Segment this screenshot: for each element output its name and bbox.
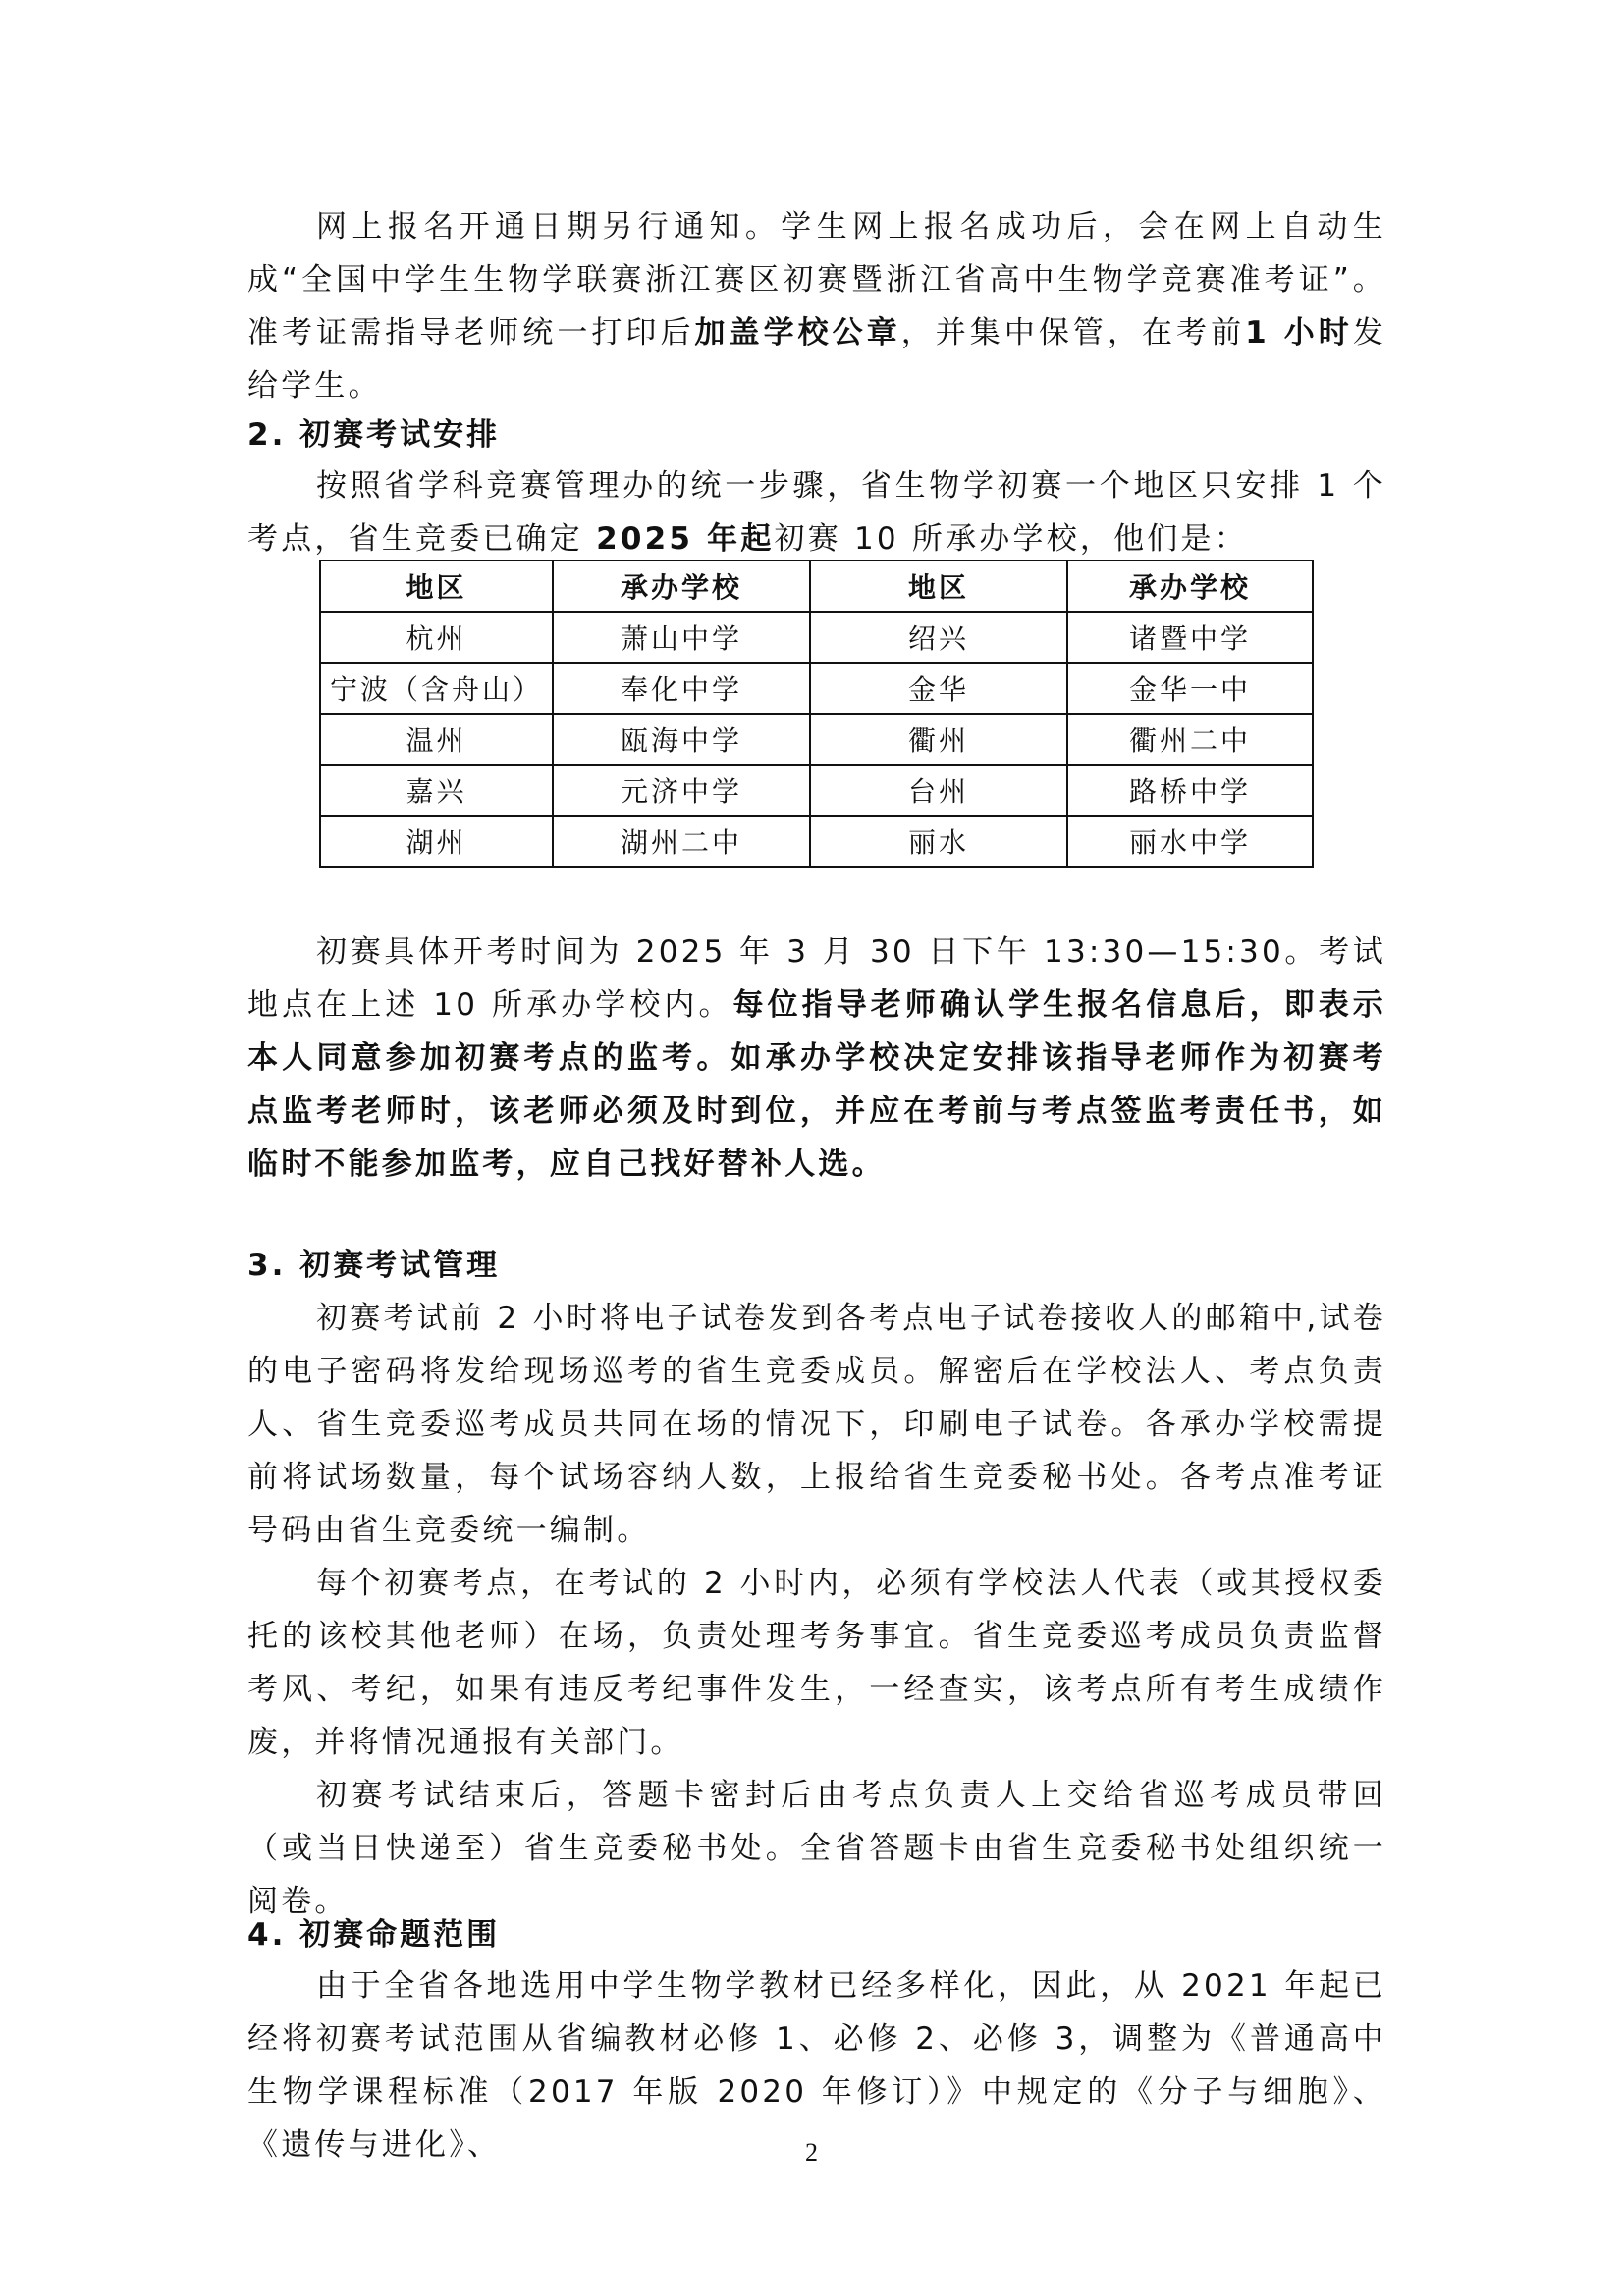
table-cell: 奉化中学 [553,663,810,714]
table-header-cell: 地区 [810,561,1067,612]
table-cell: 温州 [320,714,553,765]
table-cell: 衢州二中 [1067,714,1313,765]
table-row [320,765,1313,816]
table-header-row [320,561,1313,612]
table-cell: 台州 [810,765,1067,816]
intro-section [247,200,1386,412]
section-2-heading: 2. 初赛考试安排 [247,417,501,453]
host-schools-table [319,560,1314,868]
table-cell: 路桥中学 [1067,765,1313,816]
table-cell: 衢州 [810,714,1067,765]
table-header-cell: 承办学校 [1067,561,1313,612]
table-cell: 绍兴 [810,612,1067,663]
table-cell: 金华 [810,663,1067,714]
table-cell: 金华一中 [1067,663,1313,714]
intro-bold-one-hour: 1 小时 [1245,315,1353,350]
table-cell: 杭州 [320,612,553,663]
section-4-paragraph-1: 由于全省各地选用中学生物学教材已经多样化，因此，从 2021 年起已经将初赛考试范围从省编教材必修 1、必修 2、必修 3，调整为《普通高中生物学课程标准（2017 年版 2020 年修订）》中规定的《分子与细胞》、《遗传与进化》、 [247,1968,1386,2163]
section-2-paragraph-2 [247,926,1386,1191]
section-2-p2-bold-proctor-note: 每位指导老师确认学生报名信息后，即表示本人同意参加初赛考点的监考。如承办学校决定安排该指导老师作为初赛考点监考老师时，该老师必须及时到位，并应在考前与考点签监考责任书，如临时不能参加监考，应自己找好替补人选。 [247,988,1386,1182]
section-3-body [247,1292,1386,1928]
section-2-paragraph-1 [247,459,1386,565]
table-row [320,663,1313,714]
page-number: 2 [805,2138,818,2166]
table-cell: 湖州 [320,816,553,867]
table-header-cell: 地区 [320,561,553,612]
table-cell: 诸暨中学 [1067,612,1313,663]
section-2-p1-text-2: 初赛 10 所承办学校，他们是： [774,521,1248,557]
table-cell: 瓯海中学 [553,714,810,765]
section-2-p1-text-1: 按照省学科竞赛管理办的统一步骤，省生物学初赛一个地区只安排 1 个考点，省生竞委已确定 [247,468,1386,557]
table-cell: 嘉兴 [320,765,553,816]
table-cell: 宁波（含舟山） [320,663,553,714]
section-3-paragraph-1: 初赛考试前 2 小时将电子试卷发到各考点电子试卷接收人的邮箱中,试卷的电子密码将发给现场巡考的省生竞委成员。解密后在学校法人、考点负责人、省生竞委巡考成员共同在场的情况下，印刷电子试卷。各承办学校需提前将试场数量，每个试场容纳人数，上报给省生竞委秘书处。各考点准考证号码由省生竞委统一编制。 [247,1301,1386,1548]
intro-text-1: 网上报名开通日期另行通知。学生网上报名成功后，会在网上自动生成“全国中学生生物学联赛浙江赛区初赛暨浙江省高中生物学竞赛准考证”。准考证需指导老师统一打印后 [247,209,1386,350]
intro-text-3: 发给学生。 [247,315,1387,403]
intro-paragraph [247,200,1386,412]
section-3-heading: 3. 初赛考试管理 [247,1248,501,1283]
table-cell: 湖州二中 [553,816,810,867]
table-cell: 丽水中学 [1067,816,1313,867]
table-row [320,612,1313,663]
table-cell: 元济中学 [553,765,810,816]
section-2-intro [247,459,1386,565]
table-header-cell: 承办学校 [553,561,810,612]
section-3-paragraph-2: 每个初赛考点，在考试的 2 小时内，必须有学校法人代表（或其授权委托的该校其他老师）在场，负责处理考务事宜。省生竞委巡考成员负责监督考风、考纪，如果有违反考纪事件发生，一经查实，该考点所有考生成绩作废，并将情况通报有关部门。 [247,1566,1386,1760]
section-2-details [247,926,1386,1191]
section-2-p2-text: 初赛具体开考时间为 2025 年 3 月 30 日下午 13:30—15:30。考试地点在上述 10 所承办学校内。 [247,934,1386,1023]
section-2-p1-bold-year: 2025 年起 [596,521,775,557]
intro-bold-school-seal: 加盖学校公章 [694,315,901,350]
table-cell: 萧山中学 [553,612,810,663]
section-3-paragraph-3: 初赛考试结束后，答题卡密封后由考点负责人上交给省巡考成员带回（或当日快递至）省生竞委秘书处。全省答题卡由省生竞委秘书处组织统一阅卷。 [247,1778,1386,1919]
table-row [320,714,1313,765]
section-4-heading: 4. 初赛命题范围 [247,1917,501,1952]
table-cell: 丽水 [810,816,1067,867]
table-row [320,816,1313,867]
intro-text-2: ，并集中保管，在考前 [900,315,1246,350]
